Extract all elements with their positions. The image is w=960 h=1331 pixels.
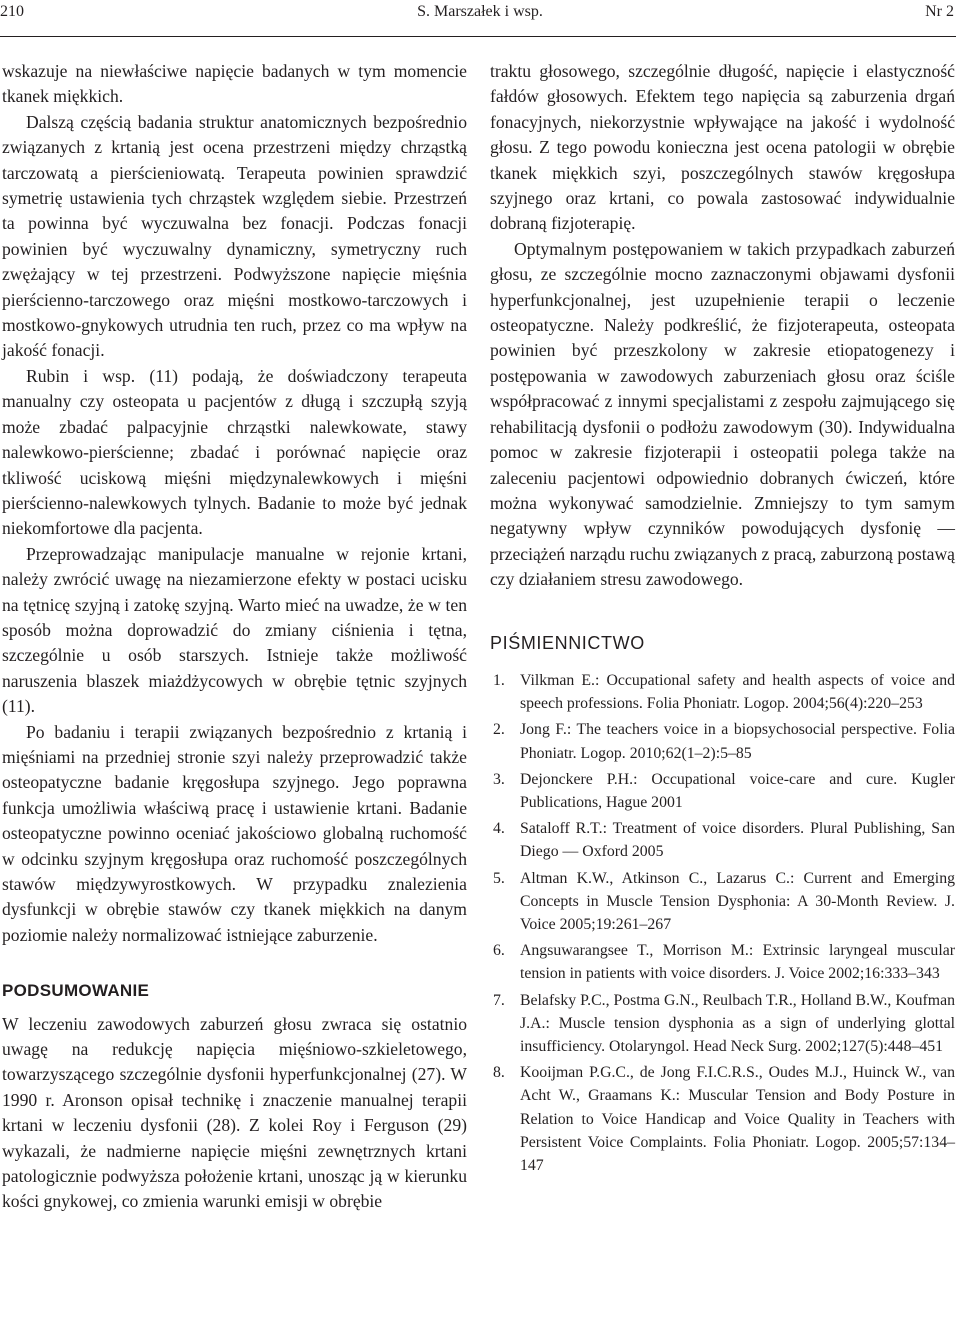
reference-number: 4. xyxy=(493,820,505,838)
section-heading-summary: PODSUMOWANIE xyxy=(2,981,150,1001)
page-header xyxy=(0,0,960,38)
paragraph-continuation: wskazuje na niewłaściwe napięcie badanych w tym momencie tkanek miękkich. xyxy=(2,61,467,107)
reference-text: Altman K.W., Atkinson C., Lazarus C.: Current and Emerging Concepts in Muscle Tension Dysphonia: A 30-Month Review. J. Voice 2005;19:261–267 xyxy=(520,869,955,933)
running-authors: S. Marszałek i wsp. xyxy=(417,3,543,20)
reference-item xyxy=(490,867,955,937)
reference-number: 1. xyxy=(493,671,505,689)
references-heading: PIŚMIENNICTWO xyxy=(490,632,645,653)
issue-number: Nr 2 xyxy=(925,3,954,20)
paragraph-continuation: traktu głosowego, szczególnie długość, napięcie i elastyczność fałdów głosowych. Efektem tego napięcia są zaburzenia drgań fonacyjnych, niekorzystnie wpływające na jakość i wydolność głosu. Z tego powodu konieczna jest ocena patologii w obrębie tkanek miękkich szyi, poszczególnych stawów kręgosłupa szyjnego oraz krtani, co powala zastosować indywidualnie dobraną fizjoterapię. xyxy=(490,61,955,234)
reference-item xyxy=(490,669,955,715)
reference-item xyxy=(490,989,955,1059)
reference-text: Sataloff R.T.: Treatment of voice disorders. Plural Publishing, San Diego — Oxford 2005 xyxy=(520,820,955,861)
reference-item xyxy=(490,768,955,814)
page-number: 210 xyxy=(0,3,24,20)
reference-item xyxy=(490,1061,955,1177)
reference-text: Vilkman E.: Occupational safety and health aspects of voice and speech professions. Folia Phoniatr. Logop. 2004;56(4):220–253 xyxy=(520,671,955,713)
reference-number: 5. xyxy=(493,869,505,887)
reference-text: Dejonckere P.H.: Occupational voice-care and cure. Kugler Publications, Hague 2001 xyxy=(520,770,955,811)
reference-number: 8. xyxy=(493,1064,505,1082)
summary-paragraph: W leczeniu zawodowych zaburzeń głosu zwraca się ostatnio uwagę na redukcję napięcia mięśniowo-szkieletowego, towarzyszącego szczególnie dysfonii hyperfunkcjonalnej (27). W 1990 r. Aronson opisał technikę i znaczenie manualnej terapii krtani w leczeniu dysfonii (28). Z kolei Roy i Ferguson (29) wykazali, że nadmierne napięcie mięśni zewnętrznych krtani patologicznie podwyższa położenie krtani, unosząc ją w kierunku kości gnykowej, co zmienia warunki emisji w obrębie xyxy=(2,1013,467,1212)
paragraph: Po badaniu i terapii związanych bezpośrednio z krtanią i mięśniami na przedniej stronie szyi należy przeprowadzić także osteopatyczne badanie kręgosłupa szyjnego. Jego poprawna funkcja umożliwia właściwą pracę i ustawienie krtani. Badanie osteopatyczne powinno oceniać jakościowo globalną ruchomość w odcinku szyjnym kręgosłupa oraz ruchomość poszczególnych stawów międzywyrostkowych. W przypadku znalezienia dysfunkcji w obrębie stawów czy tkanek miękkich na danym poziomie należy normalizować istniejące zaburzenie. xyxy=(2,721,467,945)
reference-item xyxy=(490,939,955,985)
reference-text: Kooijman P.G.C., de Jong F.I.C.R.S., Oudes M.J., Huinck W., van Acht W., Graamans K.: Muscular Tension and Body Posture in Relation to Voice Handicap and Voice Quality in Teachers with Persistent Voice Complaints. Folia Phoniatr. Logop. 2005;57:134–147 xyxy=(520,1064,955,1174)
reference-text: Jong F.: The teachers voice in a biopsychosocial perspective. Folia Phoniatr. Logop. 2010;62(1–2):5–85 xyxy=(520,721,955,762)
reference-item xyxy=(490,718,955,764)
reference-number: 7. xyxy=(493,991,505,1009)
paragraph: Dalszą częścią badania struktur anatomicznych bezpośrednio związanych z krtanią jest ocena przestrzeni między chrząstką tarczowatą a pierścieniowatą. Terapeuta powinien sprawdzić symetrię ustawienia tych chrząstek względem siebie. Przestrzeń ta powinna być wyczuwalna bez fonacji. Podczas fonacji powinien być wyczuwalny dynamiczny, symetryczny ruch zwężający w tej przestrzeni. Podwyższone napięcie mięśnia pierścienno-tarczowego oraz mięśni mostkowo-tarczowych i mostkowo-gnykowych utrudnia ten ruch, przez co ma wpływ na jakość fonacji. xyxy=(2,111,467,361)
reference-number: 2. xyxy=(493,721,505,739)
header-rule xyxy=(0,36,956,37)
reference-list xyxy=(490,669,955,1177)
paragraph: Rubin i wsp. (11) podają, że doświadczony terapeuta manualny czy osteopata u pacjentów z długą i szczupłą szyją może zbadać palpacyjnie chrząstki nalewkowate, stawy nalewkowo-pierścienne; zbadać i porównać napięcie oraz tkliwość uciskową mięśni międzynalewkowych i mięśni pierścienno-nalewkowych tylnych. Badanie to może być jednak niekomfortowe dla pacjenta. xyxy=(2,365,467,539)
left-column xyxy=(2,59,467,1215)
reference-item xyxy=(490,817,955,863)
reference-number: 3. xyxy=(493,770,505,788)
reference-text: Angsuwarangsee T., Morrison M.: Extrinsic laryngeal muscular tension in patients with voice disorders. J. Voice 2002;16:333–343 xyxy=(520,942,955,983)
reference-number: 6. xyxy=(493,942,505,960)
right-column xyxy=(490,59,955,1180)
paragraph: Przeprowadzając manipulacje manualne w rejonie krtani, należy zwrócić uwagę na niezamierzone efekty w postaci ucisku na tętnicę szyjną i zatokę szyjną. Warto mieć na uwadze, że w ten sposób można doprowadzić do zmiany ciśnienia i tętna, szczególnie u osób starszych. Istnieje także możliwość naruszenia blaszek miażdżycowych w obrębie tętnic szyjnych (11). xyxy=(2,543,467,717)
reference-text: Belafsky P.C., Postma G.N., Reulbach T.R., Holland B.W., Koufman J.A.: Muscle tension dysphonia as a sign of underlying glottal insufficiency. Otolaryngol. Head Neck Surg. 2002;127(5):448–451 xyxy=(520,991,955,1055)
paragraph: Optymalnym postępowaniem w takich przypadkach zaburzeń głosu, ze szczególnie mocno zaznaczonymi objawami dysfonii hyperfunkcjonalnej, jest uzupełnienie terapii o leczenie osteopatyczne. Należy podkreślić, że fizjoterapeuta, osteopata powinien być przeszkolony w zakresie etiopatogenezy i postępowania w zawodowych zaburzeniach głosu oraz ściśle współpracować z innymi specjalistami z zespołu zajmującego się rehabilitacją dysfonii o podłożu zawodowym (30). Indywidualna pomoc w zakresie fizjoterapii i osteopatii polega także na zaleceniu pacjentowi odpowiednio dobranych ćwiczeń, które można wykonywać samodzielnie. Zmniejszy to tym samym negatywny wpływ czynników powodujących dysfonię — przeciążeń narządu ruchu związanych z pracą, zaburzoną postawą czy działaniem stresu zawodowego. xyxy=(490,238,955,590)
